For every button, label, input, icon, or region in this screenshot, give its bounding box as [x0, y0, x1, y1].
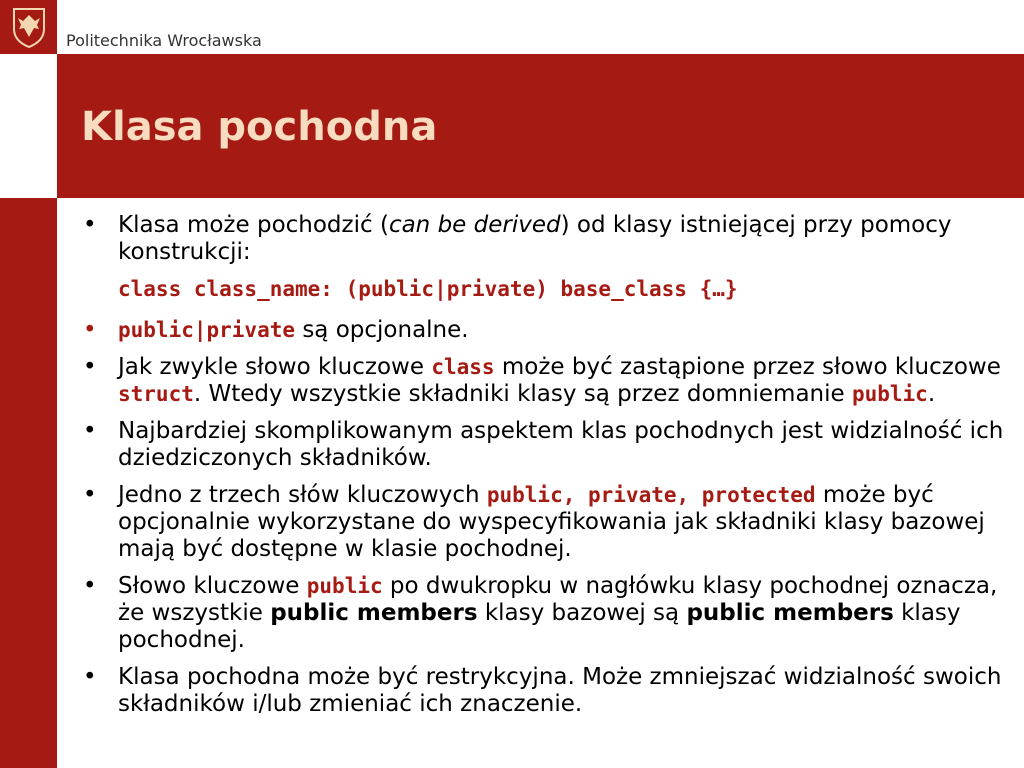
- text: Klasa może pochodzić (: [118, 212, 389, 238]
- bullet-item-visibility: [80, 418, 1010, 472]
- text: Najbardziej skomplikowanym aspektem klas pochodnych jest widzialność ich dziedziczonych składników.: [118, 418, 1004, 471]
- slide-body: [80, 212, 1010, 728]
- code-keyword: public, private, protected: [486, 483, 816, 507]
- text: Klasa pochodna może być restrykcyjna. Może zmniejszać widzialność swoich składników i/lub zmieniać ich znaczenie.: [118, 664, 1002, 717]
- emphasis-text: can be derived: [388, 212, 561, 238]
- text: ) od klasy istniejącej przy pomocy konstrukcji:: [118, 212, 952, 265]
- bullet-item-access-keywords: [80, 482, 1010, 563]
- text: Słowo kluczowe: [118, 573, 307, 599]
- university-logo: [0, 0, 57, 54]
- text: klasy pochodnej.: [118, 600, 961, 653]
- bullet-dot: •: [83, 418, 97, 444]
- slide-title: Klasa pochodna: [81, 104, 438, 150]
- strong-text: public members: [270, 600, 478, 626]
- text: Jak zwykle słowo kluczowe: [118, 354, 432, 380]
- title-band: [57, 54, 1024, 198]
- text: Jedno z trzech słów kluczowych: [118, 482, 487, 508]
- text: są opcjonalne.: [295, 317, 469, 343]
- bullet-dot: •: [83, 317, 97, 343]
- code-keyword: struct: [118, 382, 194, 406]
- bullet-item-restrictive: [80, 664, 1010, 718]
- text: po dwukropku w nagłówku klasy pochodnej oznacza, że wszystkie: [118, 573, 998, 626]
- eagle-crest-icon: [10, 5, 48, 49]
- left-decorative-strip: [0, 198, 57, 768]
- code-keyword: public|private: [118, 318, 296, 342]
- bullet-dot: •: [83, 354, 97, 380]
- bullet-item-derivation: [80, 212, 1010, 266]
- bullet-dot: •: [83, 482, 97, 508]
- text: może być zastąpione przez słowo kluczowe: [494, 354, 1001, 380]
- strong-text: public members: [686, 600, 894, 626]
- code-syntax-line: class class_name: (public|private) base_class {…}: [118, 277, 738, 301]
- code-keyword: public: [851, 382, 928, 406]
- bullet-item-struct: [80, 354, 1010, 408]
- code-keyword: public: [306, 574, 383, 598]
- text: . Wtedy wszystkie składniki klasy są przez domniemanie: [193, 381, 852, 407]
- text: klasy bazowej są: [477, 600, 687, 626]
- bullet-dot: •: [83, 664, 97, 690]
- text: może być opcjonalnie wykorzystane do wyspecyfikowania jak składniki klasy bazowej mają być dostępne w klasie pochodnej.: [118, 482, 985, 562]
- bullet-dot: •: [83, 212, 97, 238]
- organization-name: Politechnika Wrocławska: [66, 31, 262, 50]
- bullet-item-public-members: [80, 573, 1010, 654]
- text: .: [927, 381, 936, 407]
- bullet-item-optional: [80, 317, 1010, 344]
- code-keyword: class: [431, 355, 495, 379]
- bullet-dot: •: [83, 573, 97, 599]
